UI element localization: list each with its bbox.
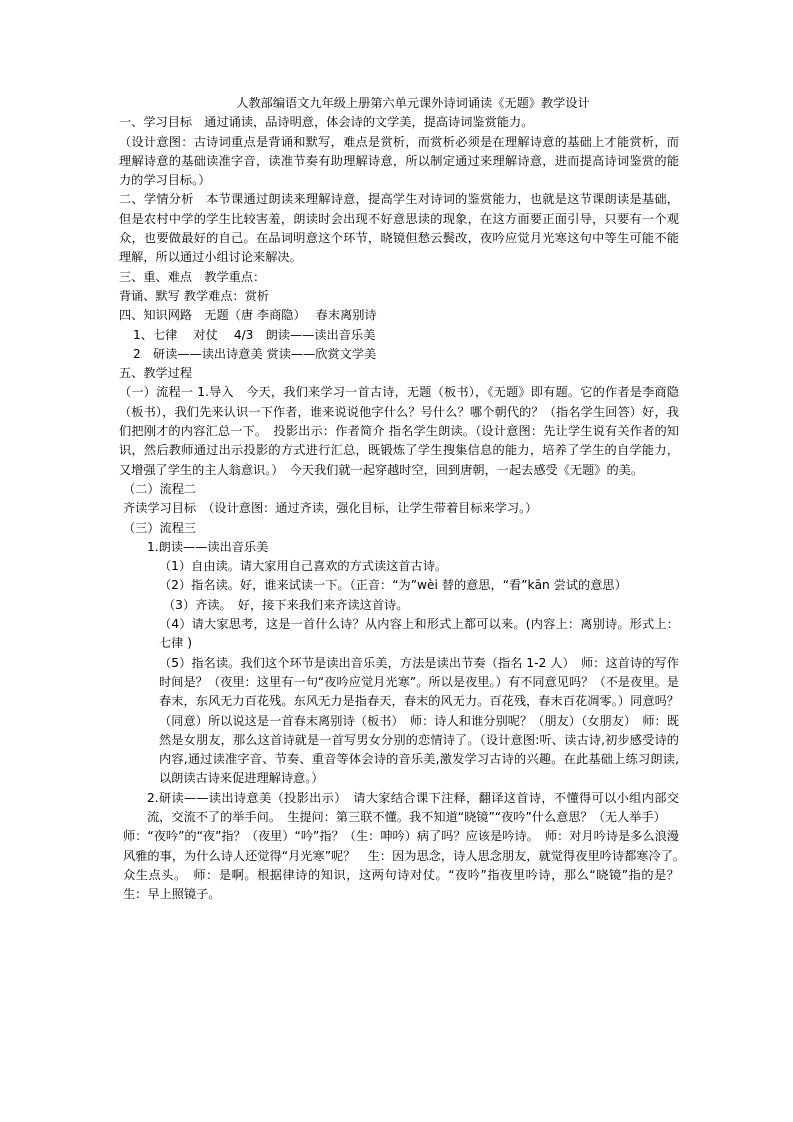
reading-step-5: （5）指名读。我们这个环节是读出音乐美，方法是读出节奏（指名 1-2 人） 师：这首诗的写作时间是？（夜里：这里有一句“夜吟应觉月光寒”。所以是夜里。）有不同意见吗？（不是夜里。是春末，东风无力百花残。东风无力是指春天，春末的风无力。百花残，春末百花凋零。）同意吗？（同意）所以说这是一首春末离别诗（板书） 师：诗人和谁分别呢？（朋友）（女朋友） 师：既然是女朋友，那么这首诗就是一首写男女分别的恋情诗了。（设计意图:听、读古诗,初步感受诗的内容,通过读准字音、节奏、重音等体会诗的音乐美,激发学习古诗的兴趣。在此基础上练习朗读,以朗读古诗来促进理解诗意。） [159,655,679,786]
knowledge-network-item-2: 2 研读——读出诗意美 赏读——欣赏文学美 [133,346,377,361]
study-reading-section: 2.研读——读出诗意美（投影出示） 请大家结合课下注释，翻译这首诗，不懂得可以小组内部交流，交流不了的举手问。 生提问：第三联不懂。我不知道“晓镜”“夜吟”什么意思？（无人举手） [147,790,679,824]
reading-step-4: （4）请大家思考，这是一首什么诗？从内容上和形式上都可以来。(内容上：离别诗。形式上：七律 ) [159,617,679,651]
teacher-student-dialogue: 师：“夜吟”的“夜”指？（夜里）“吟”指？（生：呻吟）病了吗？应该是吟诗。 师：对月吟诗是多么浪漫风雅的事，为什么诗人还觉得“月光寒”呢？ 生：因为思念，诗人思念朋友，就觉得夜里吟诗都寒冷了。 众生点头。 师：是啊。根据律诗的知识，这两句诗对仗。“夜吟”指夜里吟诗，那么“晓镜”指的是？ 生：早上照镜子。 [123,829,692,902]
process-step-3-heading: （三）流程三 [123,520,197,535]
reading-step-1: （1）自由读。请大家用自己喜欢的方式读这首古诗。 [159,559,448,574]
reading-step-2: （2）指名读。好，谁来试读一下。（正音：“为”wèi 替的意思，“看”kān 尝试的意思） [159,578,627,593]
process-step-2-body: 齐读学习目标 （设计意图：通过齐读，强化目标，让学生带着目标来学习。） [123,501,538,516]
knowledge-network-item-1: 1、七律 对仗 4/3 朗读——读出音乐美 [133,327,376,342]
section-student-analysis: 二、学情分析 本节课通过朗读来理解诗意，提高学生对诗词的鉴赏能力，也就是这节课朗读是基础，但是农村中学的学生比较害羞，朗读时会出现不好意思读的现象，在这方面要正面引导，只要有一个观众，也要做最好的自己。在品词明意这个环节，晓镜但愁云鬓改，夜吟应觉月光寒这句中等生可能不能理解，所以通过小组讨论来解决。 [119,192,679,265]
reading-step-3: （3）齐读。 好，接下来我们来齐读这首诗。 [163,597,409,612]
document-body [119,94,692,904]
key-points-detail: 背诵、默写 教学难点：赏析 [119,288,270,303]
section-key-points: 三、重、难点 教学重点： [119,269,266,284]
design-intent-goals: （设计意图：古诗词重点是背诵和默写，难点是赏析，而赏析必须是在理解诗意的基础上才能赏析，而理解诗意的基础读准字音，读准节奏有助理解诗意，所以制定通过来理解诗意，进而提高诗词鉴赏的能力的学习目标。） [119,134,679,188]
section-learning-goals: 一、学习目标 通过诵读，品诗明意，体会诗的文学美，提高诗词鉴赏能力。 [119,115,534,130]
section-teaching-process: 五、教学过程 [119,366,193,381]
section-knowledge-network: 四、知识网路 无题（唐 李商隐） 春末离别诗 [119,308,377,323]
document-title: 人教部编语文九年级上册第六单元课外诗词诵读《无题》教学设计 [236,96,590,110]
reading-music-heading: 1.朗读——读出音乐美 [147,539,269,554]
process-step-1: （一）流程一 1.导入 今天，我们来学习一首古诗，无题（板书），《无题》即有题。它的作者是李商隐（板书），我们先来认识一下作者，谁来说说他字什么？号什么？哪个朝代的？（指名学生回答）好，我们把刚才的内容汇总一下。 投影出示：作者简介 指名学生朗读。（设计意图：先让学生说有关作者的知识，然后教师通过出示投影的方式进行汇总，既锻炼了学生搜集信息的能力，培养了学生的自学能力，又增强了学生的主人翁意识。） 今天我们就一起穿越时空，回到唐朝，一起去感受《无题》的美。 [119,385,679,477]
process-step-2-heading: （二）流程二 [123,481,197,496]
